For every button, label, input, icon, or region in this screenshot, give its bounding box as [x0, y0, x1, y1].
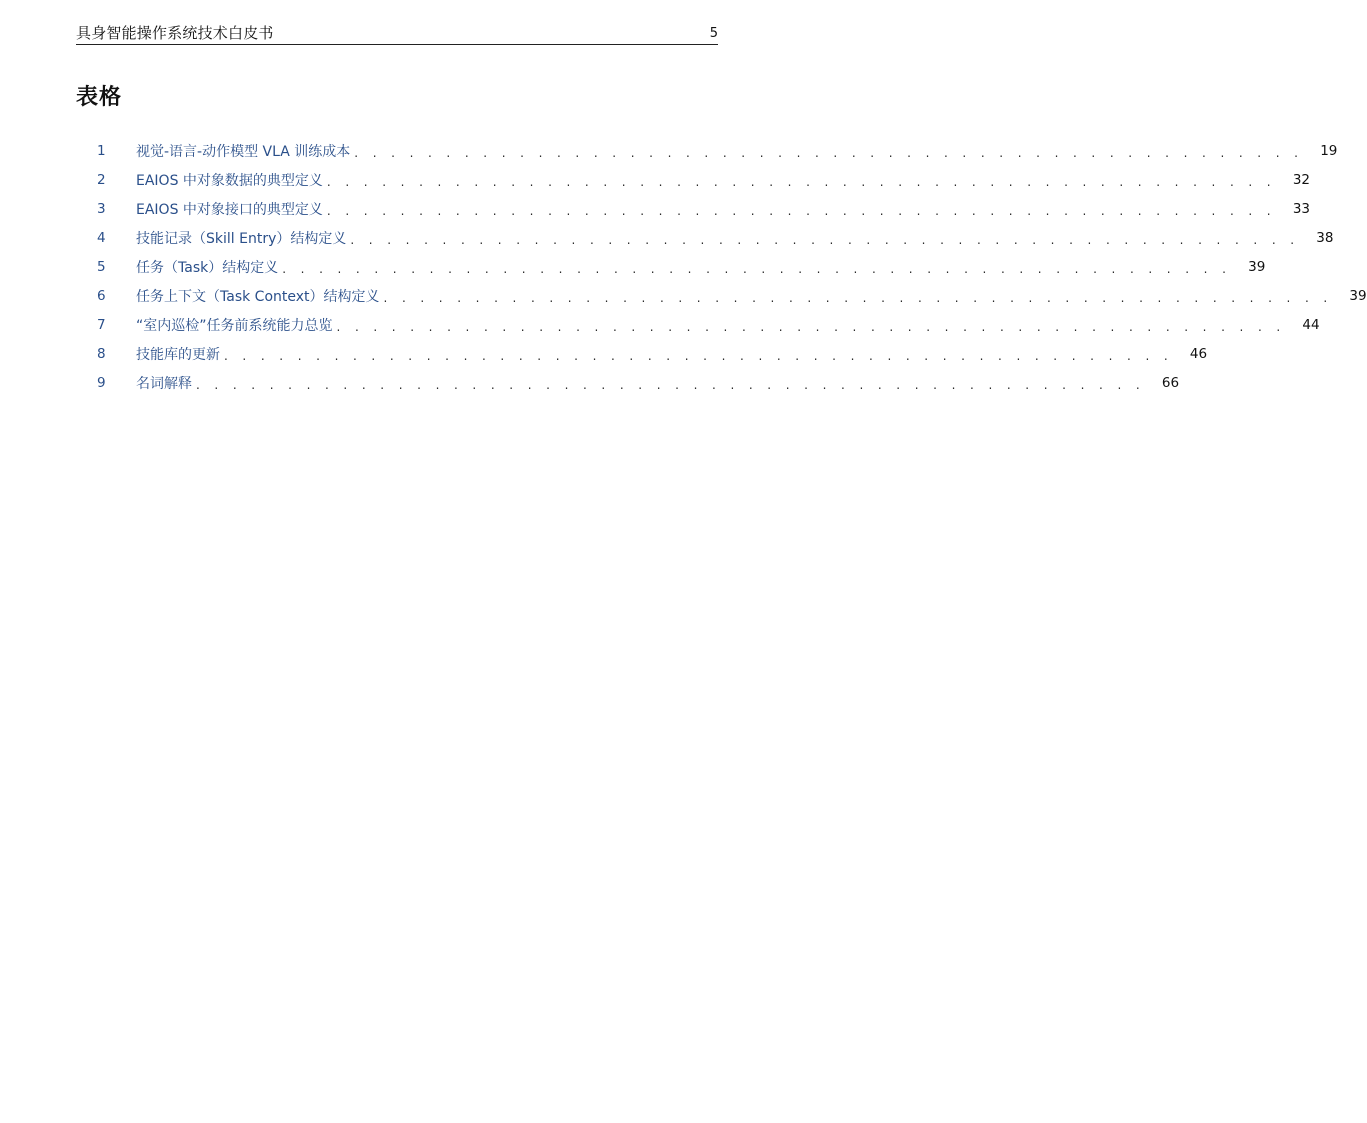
page-header [76, 22, 718, 45]
toc-entry-label[interactable]: 任务上下文（Task Context）结构定义 [136, 288, 380, 305]
toc-entry-page[interactable]: 19 [1320, 142, 1338, 159]
toc-entry-page[interactable]: 39 [1248, 258, 1266, 275]
toc-entry-page[interactable]: 39 [1349, 287, 1367, 304]
toc-leader-dots: . . . . . . . . . . . . . . . . . . . . . . . . . . . . . . . . . . . . . . . . . . . . . . . . . . . . [326, 203, 1277, 218]
toc-leader-dots: . . . . . . . . . . . . . . . . . . . . . . . . . . . . . . . . . . . . . . . . . . . . . . . . . . . . [326, 174, 1277, 189]
toc-entry-7[interactable] [76, 310, 1320, 339]
toc-entry-number: 5 [97, 258, 106, 275]
toc-entry-page[interactable]: 32 [1292, 171, 1311, 188]
toc-entry-number: 3 [97, 200, 106, 217]
toc-entry-page[interactable]: 66 [1161, 374, 1180, 391]
table-list [76, 136, 1367, 397]
toc-entry-number: 8 [97, 345, 106, 362]
toc-entry-label[interactable]: 任务（Task）结构定义 [136, 259, 279, 276]
toc-entry-6[interactable] [76, 281, 1367, 310]
toc-leader-dots: . . . . . . . . . . . . . . . . . . . . . . . . . . . . . . . . . . . . . . . . . . . . . . . . . . . . [282, 261, 1232, 276]
toc-leader-dots: . . . . . . . . . . . . . . . . . . . . . . . . . . . . . . . . . . . . . . . . . . . . . . . . . . . . [336, 319, 1286, 334]
toc-entry-label[interactable]: EAIOS 中对象接口的典型定义 [136, 201, 323, 218]
toc-entry-label[interactable]: 技能库的更新 [136, 346, 220, 363]
toc-entry-label[interactable]: 技能记录（Skill Entry）结构定义 [136, 230, 347, 247]
toc-leader-dots: . . . . . . . . . . . . . . . . . . . . . . . . . . . . . . . . . . . . . . . . . . . . . . . . . . . . [354, 145, 1304, 160]
toc-entry-page[interactable]: 33 [1292, 200, 1311, 217]
toc-entry-page[interactable]: 46 [1189, 345, 1208, 362]
toc-leader-dots: . . . . . . . . . . . . . . . . . . . . . . . . . . . . . . . . . . . . . . . . . . . . . . . . . . . . [383, 290, 1333, 305]
page-number: 5 [709, 26, 718, 41]
toc-entry-5[interactable] [76, 252, 1266, 281]
toc-leader-dots: . . . . . . . . . . . . . . . . . . . . . . . . . . . . . . . . . . . . . . . . . . . . . . . . . . . . [350, 232, 1300, 247]
toc-leader-dots: . . . . . . . . . . . . . . . . . . . . . . . . . . . . . . . . . . . . . . . . . . . . . . . . . . . . [224, 348, 1174, 363]
toc-entry-label[interactable]: EAIOS 中对象数据的典型定义 [136, 172, 323, 189]
toc-entry-label[interactable]: 视觉-语言-动作模型 VLA 训练成本 [136, 143, 351, 160]
toc-entry-number: 6 [97, 287, 106, 304]
section-title: 表格 [76, 85, 123, 110]
toc-entry-number: 4 [97, 229, 106, 246]
toc-entry-number: 2 [97, 171, 106, 188]
toc-entry-1[interactable] [76, 136, 1338, 165]
document-title: 具身智能操作系统技术白皮书 [76, 24, 274, 42]
toc-entry-page[interactable]: 38 [1316, 229, 1334, 246]
toc-entry-number: 1 [97, 142, 106, 159]
toc-entry-number: 9 [97, 374, 106, 391]
toc-entry-label[interactable]: “室内巡检”任务前系统能力总览 [136, 317, 333, 334]
toc-entry-page[interactable]: 44 [1302, 316, 1320, 333]
toc-entry-number: 7 [97, 316, 106, 333]
toc-entry-8[interactable] [76, 339, 1208, 368]
toc-entry-2[interactable] [76, 165, 1311, 194]
toc-entry-9[interactable] [76, 368, 1180, 397]
toc-leader-dots: . . . . . . . . . . . . . . . . . . . . . . . . . . . . . . . . . . . . . . . . . . . . . . . . . . . . [196, 377, 1146, 392]
toc-entry-label[interactable]: 名词解释 [136, 375, 192, 392]
toc-entry-4[interactable] [76, 223, 1334, 252]
toc-entry-3[interactable] [76, 194, 1311, 223]
